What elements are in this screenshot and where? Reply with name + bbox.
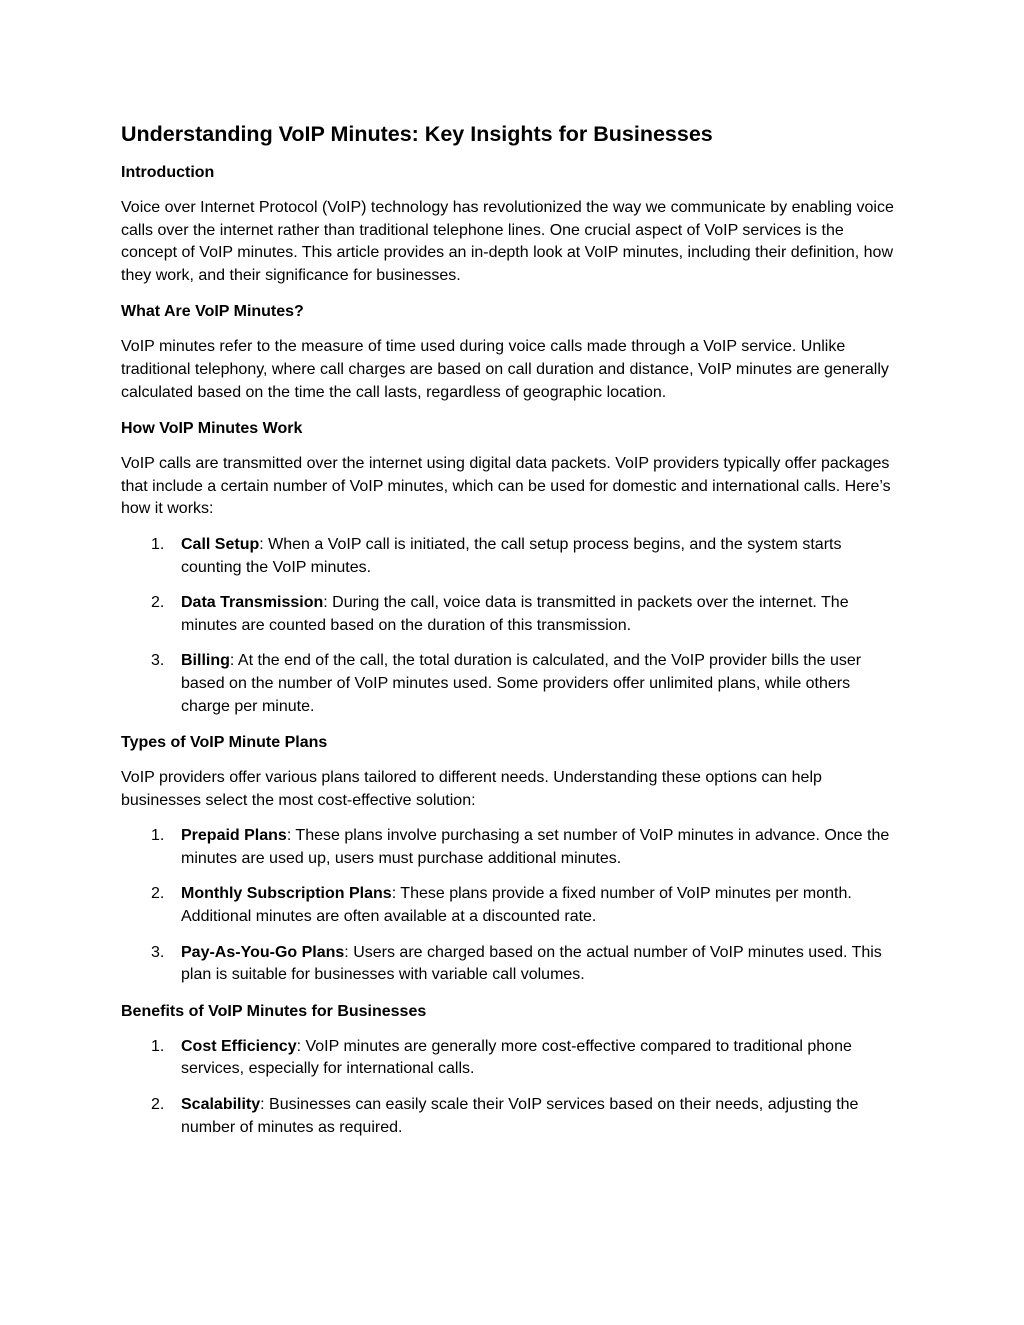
types-heading: Types of VoIP Minute Plans: [121, 734, 328, 752]
what-heading: What Are VoIP Minutes?: [121, 303, 304, 321]
how-list: [121, 534, 903, 718]
list-term: Billing: [181, 652, 230, 670]
list-term: Data Transmission: [181, 594, 324, 612]
list-item: [121, 942, 903, 987]
list-term: Cost Efficiency: [181, 1037, 297, 1055]
list-text: : When a VoIP call is initiated, the call setup process begins, and the system starts counting the VoIP minutes.: [181, 535, 842, 576]
list-term: Prepaid Plans: [181, 827, 287, 845]
list-term: Scalability: [181, 1096, 261, 1114]
list-text: : These plans involve purchasing a set number of VoIP minutes in advance. Once the minutes are used up, users must purchase additional minutes.: [181, 827, 890, 867]
list-text: : VoIP minutes are generally more cost-effective compared to traditional phone services, especially for international calls.: [181, 1037, 852, 1078]
list-term: Pay-As-You-Go Plans: [181, 943, 345, 961]
list-number: 3.: [151, 943, 165, 961]
list-item: [121, 825, 903, 870]
list-item: [121, 883, 903, 928]
types-list: [121, 825, 903, 987]
list-text: : Businesses can easily scale their VoIP services based on their needs, adjusting the number of minutes as required.: [181, 1096, 859, 1136]
list-number: 3.: [151, 652, 165, 670]
document-title: Understanding VoIP Minutes: Key Insights for Businesses: [121, 122, 713, 146]
how-paragraph: VoIP calls are transmitted over the internet using digital data packets. VoIP providers typically offer packages that include a certain number of VoIP minutes, which can be used for domestic and international calls. Here’s how it works:: [121, 455, 891, 518]
list-item: [121, 1036, 903, 1081]
list-number: 2.: [151, 594, 165, 612]
benefits-list: [121, 1036, 903, 1139]
list-number: 1.: [151, 1037, 165, 1055]
list-number: 2.: [151, 1096, 165, 1114]
list-term: Monthly Subscription Plans: [181, 885, 392, 903]
how-heading: How VoIP Minutes Work: [121, 420, 303, 438]
list-number: 1.: [151, 535, 165, 553]
list-number: 1.: [151, 827, 165, 845]
list-text: : These plans provide a fixed number of VoIP minutes per month. Additional minutes are often available at a discounted rate.: [181, 885, 852, 926]
benefits-heading: Benefits of VoIP Minutes for Businesses: [121, 1002, 427, 1020]
types-paragraph: VoIP providers offer various plans tailored to different needs. Understanding these options can help businesses select the most cost-effective solution:: [121, 769, 822, 809]
list-text: : During the call, voice data is transmitted in packets over the internet. The minutes are counted based on the duration of this transmission.: [181, 594, 849, 634]
list-number: 2.: [151, 885, 165, 903]
list-item: [121, 1094, 903, 1139]
list-term: Call Setup: [181, 535, 260, 553]
document-page: [121, 119, 903, 1152]
list-item: [121, 650, 903, 718]
intro-heading: Introduction: [121, 164, 215, 181]
list-text: : At the end of the call, the total duration is calculated, and the VoIP provider bills the user based on the number of VoIP minutes used. Some providers offer unlimited plans, while others charge per minute.: [181, 652, 862, 715]
list-item: [121, 592, 903, 637]
list-text: : Users are charged based on the actual number of VoIP minutes used. This plan is suitable for businesses with variable call volumes.: [181, 943, 882, 984]
intro-paragraph: Voice over Internet Protocol (VoIP) technology has revolutionized the way we communicate by enabling voice calls over the internet rather than traditional telephone lines. One crucial aspect of VoIP services is the concept of VoIP minutes. This article provides an in-depth look at VoIP minutes, including their definition, how they work, and their significance for businesses.: [121, 199, 894, 284]
what-paragraph: VoIP minutes refer to the measure of time used during voice calls made through a VoIP service. Unlike traditional telephony, where call charges are based on call duration and distance, VoIP minutes are generally calculated based on the time the call lasts, regardless of geographic location.: [121, 338, 889, 401]
list-item: [121, 534, 903, 579]
